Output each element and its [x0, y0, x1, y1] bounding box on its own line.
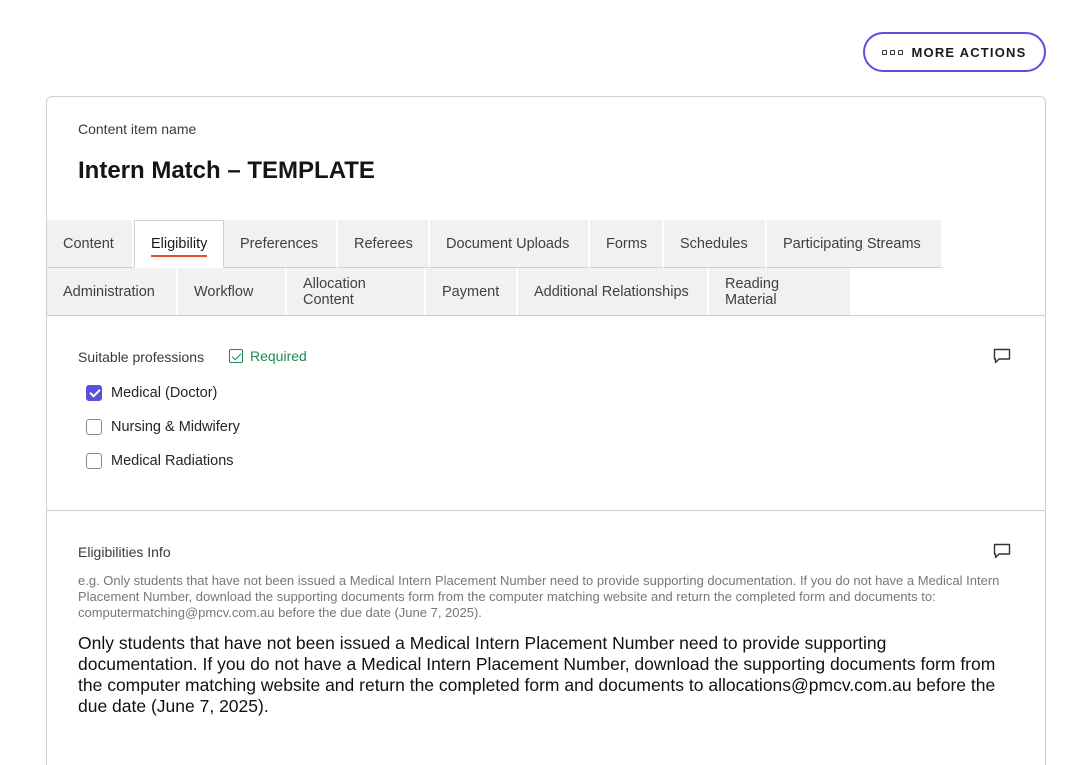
tab-additional-relationships[interactable]: Additional Relationships	[518, 268, 709, 316]
tab-preferences[interactable]: Preferences	[224, 220, 338, 268]
tab-forms[interactable]: Forms	[590, 220, 664, 268]
page-title: Intern Match – TEMPLATE	[78, 157, 375, 184]
required-indicator	[229, 348, 307, 364]
tab-referees[interactable]: Referees	[338, 220, 430, 268]
tab-document-uploads[interactable]: Document Uploads	[430, 220, 590, 268]
option-label: Nursing & Midwifery	[111, 419, 240, 435]
tab-allocation-content[interactable]: Allocation Content	[287, 268, 426, 316]
comment-icon[interactable]	[993, 543, 1011, 559]
more-actions-label: MORE ACTIONS	[911, 44, 1027, 60]
required-label: Required	[250, 348, 307, 364]
tab-workflow[interactable]: Workflow	[178, 268, 287, 316]
more-actions-button[interactable]	[863, 32, 1046, 72]
profession-option-medical-radiations[interactable]	[86, 453, 234, 469]
required-check-icon	[229, 349, 243, 363]
eligibilities-info-field[interactable]: Only students that have not been issued a Medical Intern Placement Number need to provide supporting documentation. If you do not have a Medical Intern Placement Number, download the supporting documents form from the computer matching website and return the completed form and documents to allocations@pmcv.com.au before the due date (June 7, 2025).	[78, 633, 996, 716]
content-item-name-label: Content item name	[78, 121, 197, 137]
tabs-row-2	[47, 268, 852, 316]
eligibilities-info-label: Eligibilities Info	[78, 544, 171, 560]
tabs-divider	[47, 315, 1045, 316]
comment-icon[interactable]	[993, 348, 1011, 364]
tab-eligibility[interactable]: Eligibility	[134, 220, 224, 268]
checkbox-medical-doctor[interactable]	[86, 385, 102, 401]
eligibilities-info-placeholder: e.g. Only students that have not been issued a Medical Intern Placement Number need to provide supporting documentation. If you do not have a Medical Intern Placement Number, download the supporting documents form from the computer matching website and return the completed form and documents to: computermatching@pmcv.com.au before the due date (June 7, 2025).	[78, 573, 1000, 620]
content-item-card	[46, 96, 1046, 765]
more-dots-icon	[882, 50, 903, 55]
option-label: Medical (Doctor)	[111, 385, 218, 401]
tab-payment[interactable]: Payment	[426, 268, 518, 316]
checkbox-medical-radiations[interactable]	[86, 453, 102, 469]
tab-reading-material[interactable]: Reading Material	[709, 268, 852, 316]
tab-schedules[interactable]: Schedules	[664, 220, 767, 268]
suitable-professions-label: Suitable professions	[78, 349, 205, 365]
checkbox-nursing-midwifery[interactable]	[86, 419, 102, 435]
option-label: Medical Radiations	[111, 453, 234, 469]
section-divider	[47, 510, 1045, 511]
tab-participating-streams[interactable]: Participating Streams	[767, 220, 943, 268]
tab-administration[interactable]: Administration	[47, 268, 178, 316]
tab-content[interactable]: Content	[47, 220, 134, 268]
tabs-row-1	[47, 220, 943, 268]
profession-option-nursing-midwifery[interactable]	[86, 419, 240, 435]
profession-option-medical-doctor[interactable]	[86, 385, 217, 401]
